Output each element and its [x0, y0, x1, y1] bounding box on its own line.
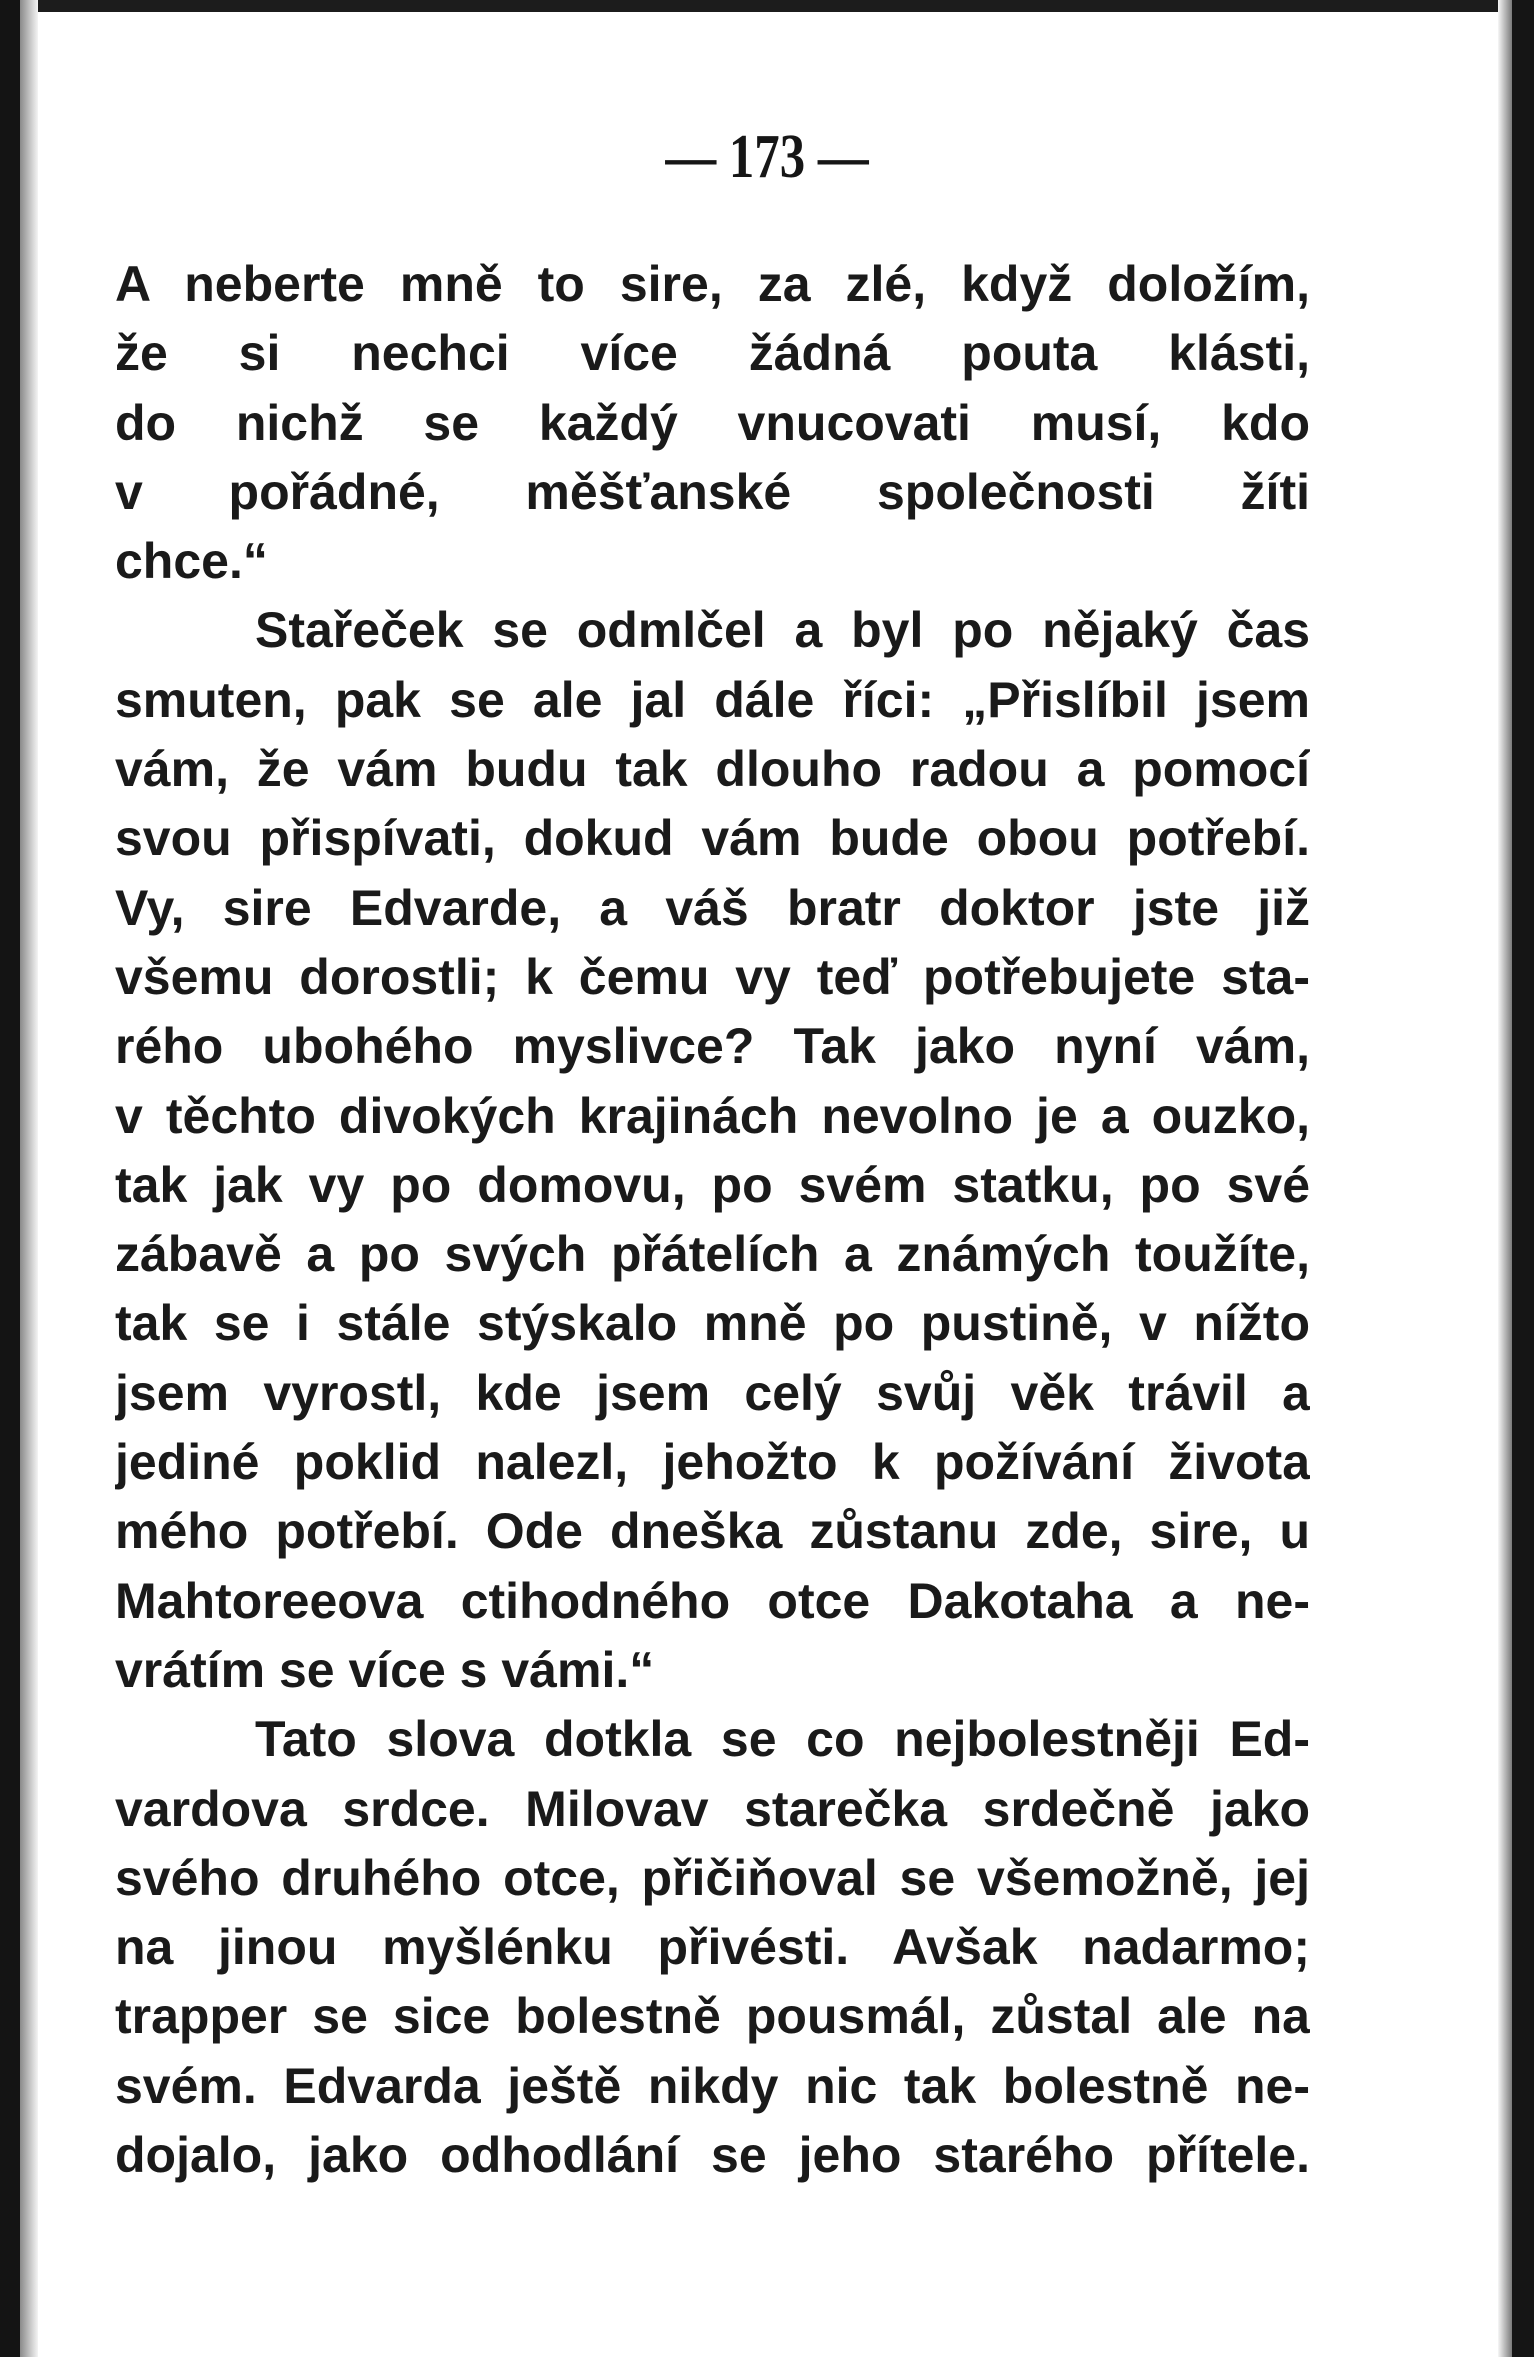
scan-shadow-left [20, 0, 38, 2357]
scan-edge-top [0, 0, 1534, 12]
page-number: — 173 — [665, 123, 869, 191]
text-line: svého druhého otce, přičiňoval se všemožně, jej [115, 1849, 1310, 1906]
text-line: v těchto divokých krajinách nevolno je a ouzko, [115, 1087, 1310, 1144]
text-line: tak jak vy po domovu, po svém statku, po své [115, 1156, 1310, 1213]
text-line: zábavě a po svých přátelích a známých toužíte, [115, 1226, 1310, 1283]
text-line: trapper se sice bolestně pousmál, zůstal ale na [115, 1988, 1310, 2045]
text-line: A neberte mně to sire, za zlé, když doložím, [115, 256, 1310, 312]
body-text [115, 250, 1310, 2190]
text-line: Vy, sire Edvarde, a váš bratr doktor jste již [115, 879, 1310, 936]
text-line: vardova srdce. Milovav starečka srdečně jako [115, 1780, 1310, 1837]
text-line: jediné poklid nalezl, jehožto k požívání života [115, 1434, 1310, 1491]
scan-edge-right [1512, 0, 1534, 2357]
text-line: rého ubohého myslivce? Tak jako nyní vám, [115, 1018, 1310, 1075]
text-line: že si nechci více žádná pouta klásti, [115, 325, 1310, 382]
text-line: jsem vyrostl, kde jsem celý svůj věk trávil a [115, 1364, 1310, 1421]
text-line: mého potřebí. Ode dneška zůstanu zde, sire, u [115, 1503, 1310, 1560]
text-line: vrátím se více s vámi.“ [115, 1641, 655, 1698]
text-line: do nichž se každý vnucovati musí, kdo [115, 394, 1310, 451]
text-line: svém. Edvarda ještě nikdy nic tak bolestně ne- [115, 2057, 1310, 2114]
text-line: chce.“ [115, 533, 268, 590]
text-line: všemu dorostli; k čemu vy teď potřebujete sta- [115, 948, 1310, 1005]
text-line: Mahtoreeova ctihodného otce Dakotaha a ne- [115, 1572, 1310, 1629]
text-line: dojalo, jako odhodlání se jeho starého přítele. [115, 2127, 1310, 2184]
text-line: Tato slova dotkla se co nejbolestněji Ed- [255, 1711, 1310, 1768]
text-line: Stařeček se odmlčel a byl po nějaký čas [255, 602, 1310, 659]
text-line: svou přispívati, dokud vám bude obou potřebí. [115, 810, 1310, 867]
text-line: vám, že vám budu tak dlouho radou a pomocí [115, 741, 1310, 798]
scan-shadow-right [1498, 0, 1512, 2357]
text-line: smuten, pak se ale jal dále říci: „Přislíbil jsem [115, 671, 1310, 728]
scan-edge-left [0, 0, 20, 2357]
text-line: na jinou myšlénku přivésti. Avšak nadarmo; [115, 1919, 1310, 1976]
text-line: v pořádné, měšťanské společnosti žíti [115, 463, 1310, 520]
text-line: tak se i stále stýskalo mně po pustině, v nížto [115, 1295, 1310, 1352]
